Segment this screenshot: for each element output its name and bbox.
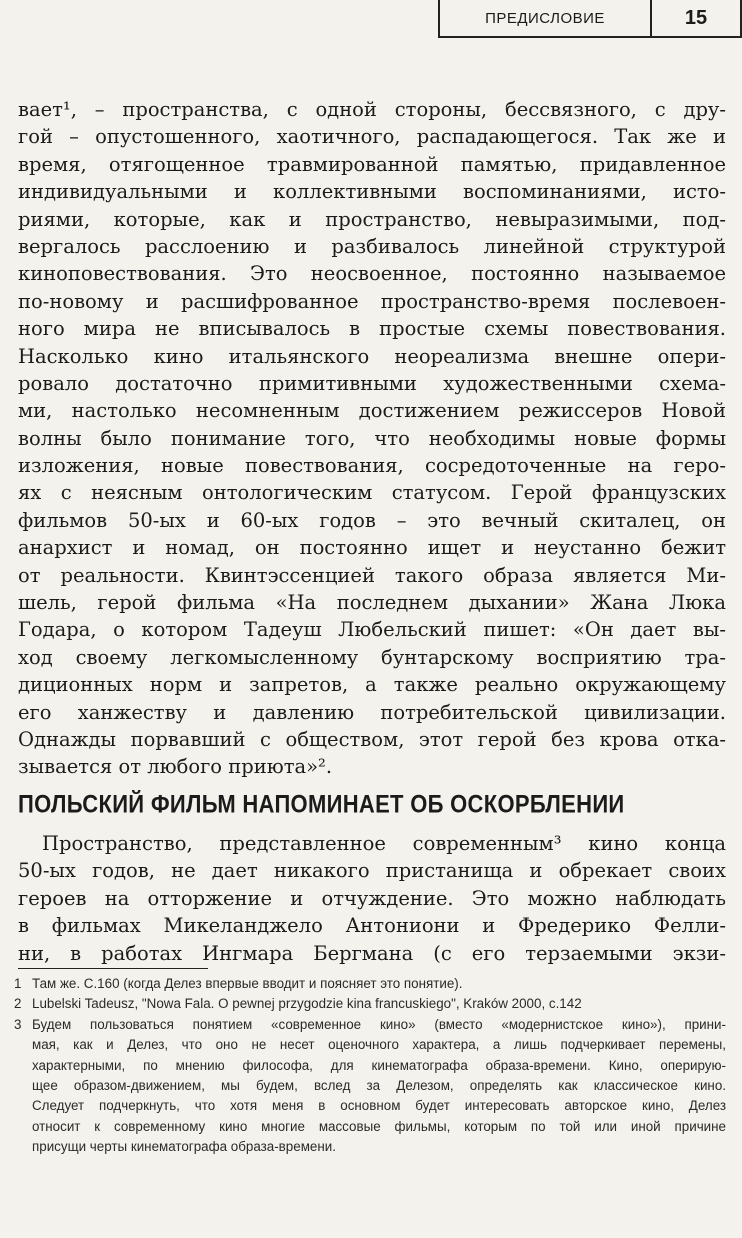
footnote-3 <box>14 1015 726 1158</box>
text-line: изложения, новые повествования, сосредоточенные на геро- <box>18 454 726 478</box>
text-line: ни, в работах Ингмара Бергмана (с его терзаемыми экзи- <box>18 941 726 965</box>
text-line: Пространство, представленное современным³ кино конца <box>42 832 726 855</box>
text-line: в фильмах Микеланджело Антониони и Фредерико Фелли- <box>18 914 726 938</box>
text-line: фильмов 50-ых и 60-ых годов – это вечный скиталец, он <box>18 508 726 532</box>
text-line: вергалось расслоению и разбивалось линейной структурой <box>18 234 726 258</box>
text-line: шель, герой фильма «На последнем дыхании» Жана Люка <box>18 591 726 615</box>
section-title: ПРЕДИСЛОВИЕ <box>440 0 652 36</box>
footnotes <box>14 974 726 1158</box>
section-heading: ПОЛЬСКИЙ ФИЛЬМ НАПОМИНАЕТ ОБ ОСКОРБЛЕНИИ <box>18 790 625 818</box>
footnote-text: характерными, по мнению философа, для кинематографа образа-времени. Кино, оперирую- <box>32 1057 726 1073</box>
footnote-number: 2 <box>14 996 22 1012</box>
text-line: ях с неясным онтологическим статусом. Герой французских <box>18 481 726 505</box>
footnote-text: Там же. С.160 (когда Делез впервые вводит и поясняет это понятие). <box>32 976 463 991</box>
footnote-text: Следует подчеркнуть, что хотя меня в основном будет интересовать авторское кино, Делез <box>32 1098 726 1114</box>
text-line: 50-ых годов, не дает никакого пристанища и обрекает своих <box>18 859 726 883</box>
footnote-text: Будем пользоваться понятием «современное кино» (вместо «модернистское кино»), прини- <box>32 1016 726 1032</box>
text-line: диционных норм и запретов, а также реально окружающему <box>18 673 726 697</box>
text-line: вает¹, – пространства, с одной стороны, бессвязного, с дру- <box>18 98 726 121</box>
footnote-text: присущи черты кинематографа образа-времени. <box>32 1139 336 1155</box>
footnote-rule <box>18 968 208 969</box>
text-line: киноповествования. Это неосвоенное, постоянно называемое <box>18 262 726 286</box>
text-line: ми, настолько несомненным достижением режиссеров Новой <box>18 399 726 423</box>
text-line: риями, которые, как и пространство, невыразимыми, под- <box>18 207 726 231</box>
text-line: зывается от любого приюта»². <box>18 755 333 779</box>
footnote-text: относит к современному кино многие массовые фильмы, которым по той или иной причине <box>32 1118 726 1134</box>
text-line: ного мира не вписывалось в простые схемы повествования. <box>18 317 726 341</box>
footnote-number: 1 <box>14 976 22 991</box>
footnote-text: щее образом-движением, мы будем, вслед за Делезом, определять как классическое кино. <box>32 1078 726 1094</box>
text-line: по-новому и расшифрованное пространство-время послевоен- <box>18 289 726 313</box>
footnote-text: мая, как и Делез, что оно не несет оценочного характера, а лишь подчеркивает перемены, <box>32 1037 726 1053</box>
footnote-text: Lubelski Tadeusz, "Nowa Fala. O pewnej przygodzie kina francuskiego", Kraków 2000, c.142 <box>32 996 582 1012</box>
text-line: ход своему легкомысленному бунтарскому восприятию тра- <box>18 645 726 669</box>
paragraph-2 <box>18 830 726 967</box>
footnote-number: 3 <box>14 1016 22 1032</box>
page-number: 15 <box>684 6 708 29</box>
text-line: Насколько кино итальянского неореализма внешне опери- <box>18 344 726 368</box>
text-line: анархист и номад, он постоянно ищет и неустанно бежит <box>18 536 726 560</box>
text-line: его ханжеству и давлению потребительской цивилизации. <box>18 700 726 724</box>
paragraph-1 <box>18 96 726 781</box>
running-header <box>438 0 742 38</box>
text-line: гой – опустошенного, хаотичного, распадающегося. Так же и <box>18 125 726 149</box>
text-line: ровало достаточно примитивными художественными схема- <box>18 371 726 395</box>
text-line: индивидуальными и коллективными воспоминаниями, исто- <box>18 180 726 204</box>
footnote-1 <box>14 974 726 994</box>
text-line: героев на отторжение и отчуждение. Это можно наблюдать <box>18 886 726 910</box>
text-line: Однажды порвавший с обществом, этот герой без крова отка- <box>18 727 726 751</box>
text-line: время, отягощенное травмированной памятью, придавленное <box>18 152 726 176</box>
text-line: Годара, о котором Тадеуш Любельский пишет: «Он дает вы- <box>18 618 726 642</box>
footnote-2 <box>14 994 726 1014</box>
text-line: от реальности. Квинтэссенцией такого образа является Ми- <box>18 563 726 587</box>
text-line: волны было понимание того, что необходимы новые формы <box>18 426 726 450</box>
